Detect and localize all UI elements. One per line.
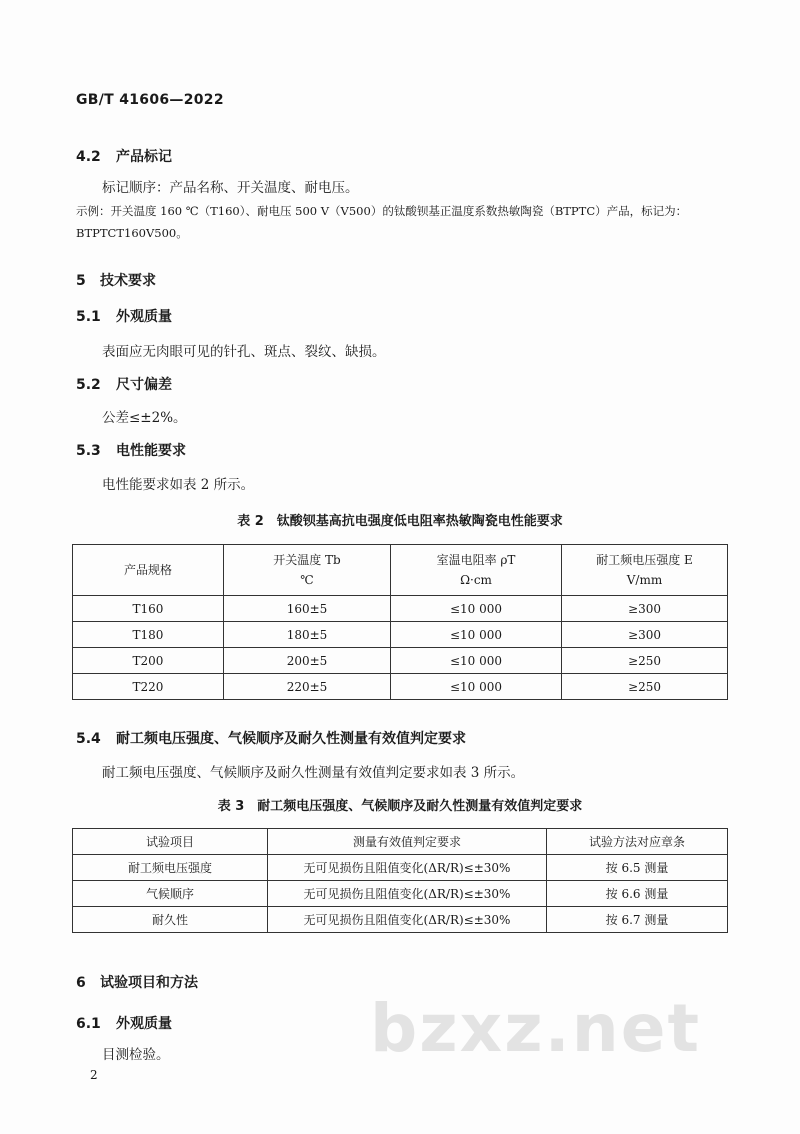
header-unit: V/mm: [626, 573, 663, 587]
table-cell: 气候顺序: [73, 881, 268, 907]
section-title: 外观质量: [116, 1016, 172, 1032]
section-number: 6: [76, 975, 86, 991]
table-row: [73, 855, 728, 881]
section-number: 5: [76, 273, 86, 289]
section-6-1-heading: [76, 1013, 172, 1033]
header-unit: ℃: [300, 573, 314, 587]
table-cell: ≥250: [562, 648, 728, 674]
table-2: [72, 544, 728, 700]
table-3: [72, 828, 728, 933]
paragraph: 电性能要求如表 2 所示。: [102, 477, 255, 493]
section-5-3-heading: [76, 440, 186, 460]
table-cell: 160±5: [224, 596, 391, 622]
section-title: 电性能要求: [116, 443, 186, 459]
table-cell: ≥300: [562, 596, 728, 622]
table-header-cell: [224, 545, 391, 596]
section-5-2-heading: [76, 374, 172, 394]
table-cell: 220±5: [224, 674, 391, 700]
table-cell: 无可见损伤且阻值变化(ΔR/R)≤±30%: [268, 881, 547, 907]
header-text: 产品规格: [123, 563, 172, 577]
section-number: 4.2: [76, 149, 101, 165]
table-cell: T200: [73, 648, 224, 674]
table-cell: 无可见损伤且阻值变化(ΔR/R)≤±30%: [268, 907, 547, 933]
table-3-caption: 表 3 耐工频电压强度、气候顺序及耐久性测量有效值判定要求: [217, 799, 583, 814]
section-number: 6.1: [76, 1016, 101, 1032]
table-row: [73, 596, 728, 622]
paragraph: 标记顺序：产品名称、开关温度、耐电压。: [102, 180, 359, 196]
table-row: [73, 907, 728, 933]
table-row: [73, 881, 728, 907]
table-header-cell: 试验方法对应章条: [547, 829, 728, 855]
section-5-heading: [76, 270, 156, 290]
header-text: 室温电阻率 ρT: [436, 553, 516, 567]
table-row: [73, 674, 728, 700]
table-2-caption: 表 2 钛酸钡基高抗电强度低电阻率热敏陶瓷电性能要求: [237, 514, 563, 529]
header-text: 开关温度 Tb: [273, 553, 341, 567]
table-cell: T220: [73, 674, 224, 700]
example-line-2: BTPTCT160V500。: [76, 226, 188, 240]
table-cell: T180: [73, 622, 224, 648]
table-cell: 耐久性: [73, 907, 268, 933]
table-header-row: [73, 829, 728, 855]
table-header-cell: [73, 545, 224, 596]
header-unit: Ω·cm: [460, 573, 492, 587]
paragraph: 目测检验。: [102, 1047, 170, 1063]
example-line-1: 示例：开关温度 160 ℃（T160）、耐电压 500 V（V500）的钛酸钡基正温度系数热敏陶瓷（BTPTC）产品，标记为：: [76, 204, 688, 218]
table-cell: 耐工频电压强度: [73, 855, 268, 881]
section-number: 5.3: [76, 443, 101, 459]
section-title: 外观质量: [116, 309, 172, 325]
table-cell: ≤10 000: [391, 622, 562, 648]
section-5-1-heading: [76, 306, 172, 326]
section-number: 5.4: [76, 731, 101, 747]
table-row: [73, 648, 728, 674]
table-cell: 按 6.5 测量: [547, 855, 728, 881]
section-title: 产品标记: [116, 149, 172, 165]
table-cell: 200±5: [224, 648, 391, 674]
page-number: 2: [90, 1068, 98, 1082]
section-number: 5.1: [76, 309, 101, 325]
table-cell: 按 6.6 测量: [547, 881, 728, 907]
paragraph: 表面应无肉眼可见的针孔、斑点、裂纹、缺损。: [102, 344, 386, 360]
section-4-2-heading: [76, 146, 172, 166]
table-cell: T160: [73, 596, 224, 622]
paragraph: 公差≤±2%。: [102, 410, 187, 426]
watermark: bzxz.net: [370, 990, 702, 1067]
section-title: 试验项目和方法: [100, 975, 198, 991]
table-row: [73, 622, 728, 648]
section-title: 技术要求: [100, 273, 156, 289]
section-number: 5.2: [76, 377, 101, 393]
table-header-cell: 试验项目: [73, 829, 268, 855]
table-cell: ≥300: [562, 622, 728, 648]
paragraph: 耐工频电压强度、气候顺序及耐久性测量有效值判定要求如表 3 所示。: [102, 765, 525, 781]
standard-code: GB/T 41606—2022: [76, 92, 224, 108]
table-cell: ≥250: [562, 674, 728, 700]
section-title: 尺寸偏差: [116, 377, 172, 393]
section-6-heading: [76, 972, 198, 992]
table-header-row: [73, 545, 728, 596]
table-cell: 无可见损伤且阻值变化(ΔR/R)≤±30%: [268, 855, 547, 881]
section-title: 耐工频电压强度、气候顺序及耐久性测量有效值判定要求: [116, 731, 466, 747]
table-cell: 按 6.7 测量: [547, 907, 728, 933]
table-cell: ≤10 000: [391, 674, 562, 700]
table-cell: ≤10 000: [391, 648, 562, 674]
table-header-cell: [562, 545, 728, 596]
section-5-4-heading: [76, 728, 466, 748]
table-header-cell: [391, 545, 562, 596]
table-cell: ≤10 000: [391, 596, 562, 622]
table-header-cell: 测量有效值判定要求: [268, 829, 547, 855]
table-cell: 180±5: [224, 622, 391, 648]
header-text: 耐工频电压强度 E: [596, 553, 693, 567]
